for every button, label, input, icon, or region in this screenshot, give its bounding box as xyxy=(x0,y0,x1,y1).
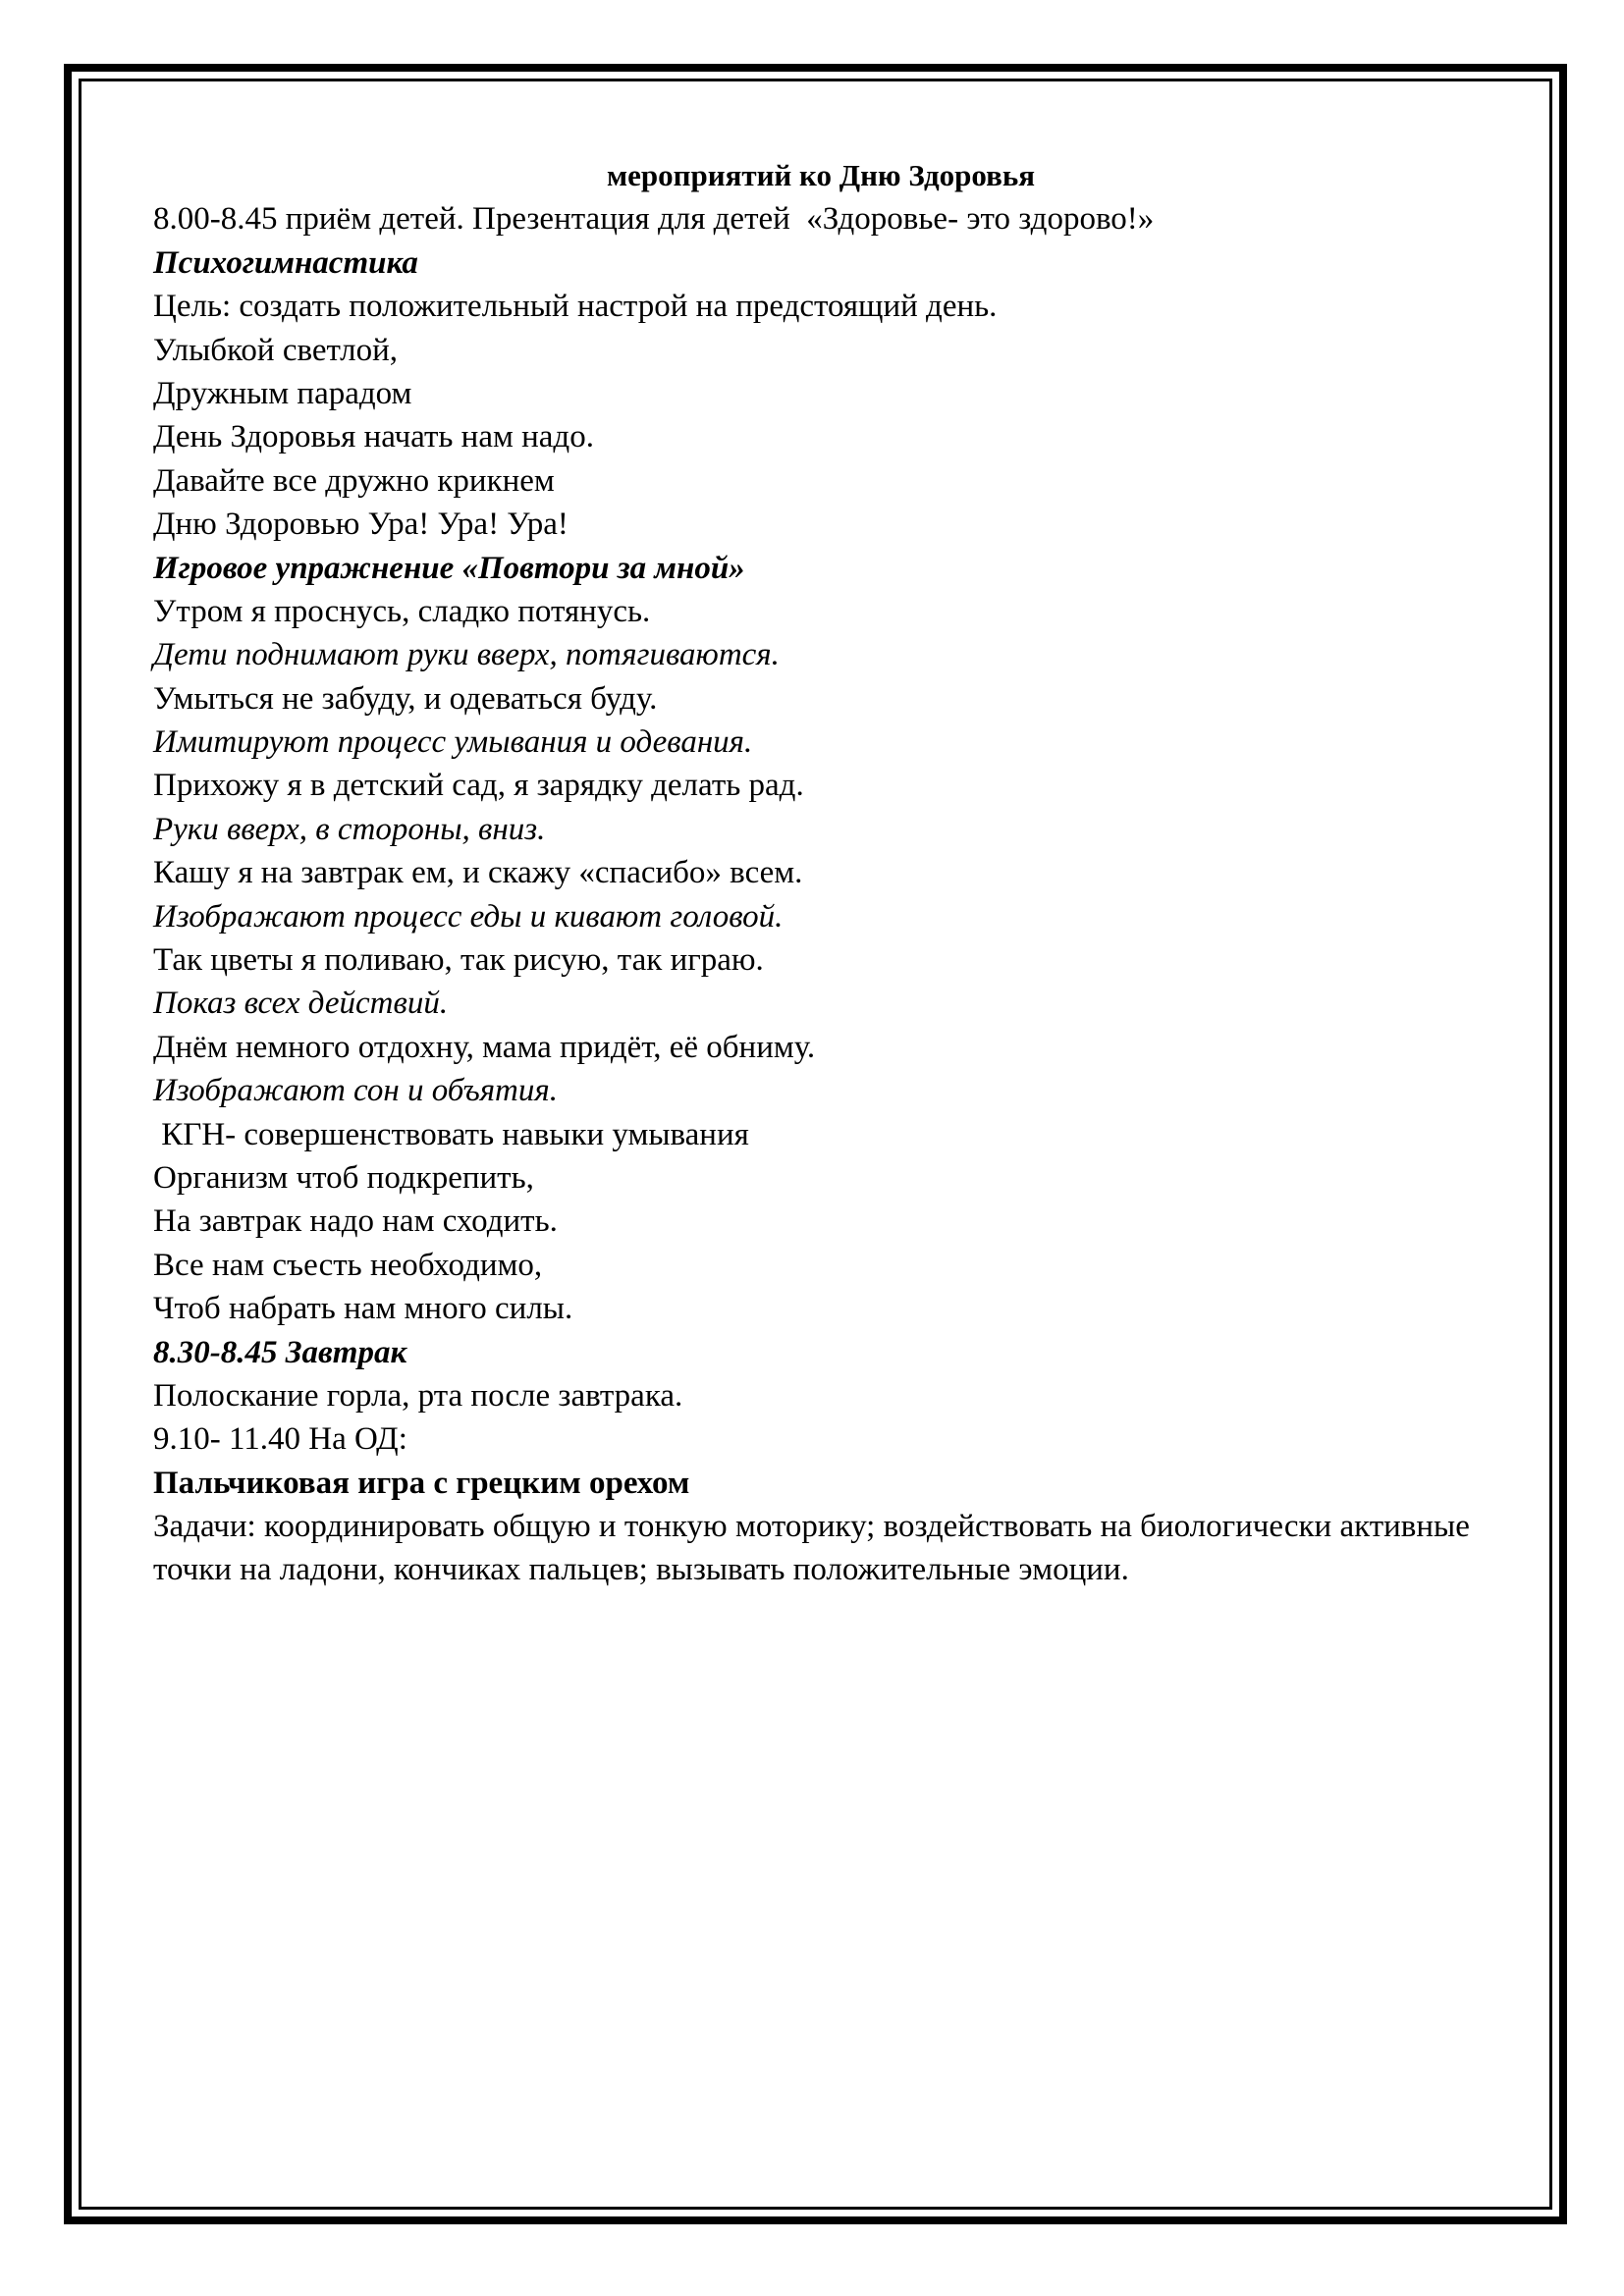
verse-line: Кашу я на завтрак ем, и скажу «спасибо» всем. xyxy=(153,855,803,891)
verse-line: Прихожу я в детский сад, я зарядку делать рад. xyxy=(153,768,804,804)
document-body xyxy=(153,154,1489,1591)
verse-line: Утром я проснусь, сладко потянусь. xyxy=(153,593,651,629)
goal-line: Цель: создать положительный настрой на предстоящий день. xyxy=(153,289,998,325)
verse-line: Так цветы я поливаю, так рисую, так играю. xyxy=(153,942,764,979)
instruction-line: Изображают сон и объятия. xyxy=(153,1073,558,1109)
instruction-line: Изображают процесс еды и кивают головой. xyxy=(153,898,784,934)
verse-line: Умыться не забуду, и одеваться буду. xyxy=(153,680,658,717)
verse-line: Давайте все дружно крикнем xyxy=(153,462,555,499)
text-line: Полоскание горла, рта после завтрака. xyxy=(153,1377,683,1414)
verse-line: Дню Здоровью Ура! Ура! Ура! xyxy=(153,507,568,543)
tasks-paragraph: Задачи: координировать общую и тонкую моторику; воздействовать на биологически активные точки на ладони, кончиках пальцев; вызывать положительные эмоции. xyxy=(153,1509,1470,1588)
instruction-line: Дети поднимают руки вверх, потягиваются. xyxy=(153,637,780,673)
verse-line: Улыбкой светлой, xyxy=(153,332,398,368)
verse-line: Все нам съесть необходимо, xyxy=(153,1247,543,1283)
verse-line: Днём немного отдохну, мама придёт, её обниму. xyxy=(153,1029,816,1065)
schedule-line: 8.00-8.45 приём детей. Презентация для детей «Здоровье- это здорово!» xyxy=(153,201,1155,238)
section-heading-game-exercise: Игровое упражнение «Повтори за мной» xyxy=(153,550,745,586)
verse-line: На завтрак надо нам сходить. xyxy=(153,1203,558,1240)
instruction-line: Показ всех действий. xyxy=(153,986,449,1022)
section-heading-psychogymnastics: Психогимнастика xyxy=(153,244,418,281)
kgn-line: КГН- совершенствовать навыки умывания xyxy=(153,1116,749,1152)
schedule-line: 9.10- 11.40 На ОД: xyxy=(153,1421,407,1458)
instruction-line: Имитируют процесс умывания и одевания. xyxy=(153,724,753,761)
document-title: мероприятий ко Дню Здоровья xyxy=(606,158,1036,192)
verse-line: Чтоб набрать нам много силы. xyxy=(153,1291,573,1327)
section-heading-finger-game: Пальчиковая игра с грецким орехом xyxy=(153,1465,690,1501)
verse-line: День Здоровья начать нам надо. xyxy=(153,419,594,455)
instruction-line: Руки вверх, в стороны, вниз. xyxy=(153,811,546,847)
verse-line: Дружным парадом xyxy=(153,375,412,411)
verse-line: Организм чтоб подкрепить, xyxy=(153,1159,534,1196)
section-heading-breakfast: 8.30-8.45 Завтрак xyxy=(153,1334,407,1370)
